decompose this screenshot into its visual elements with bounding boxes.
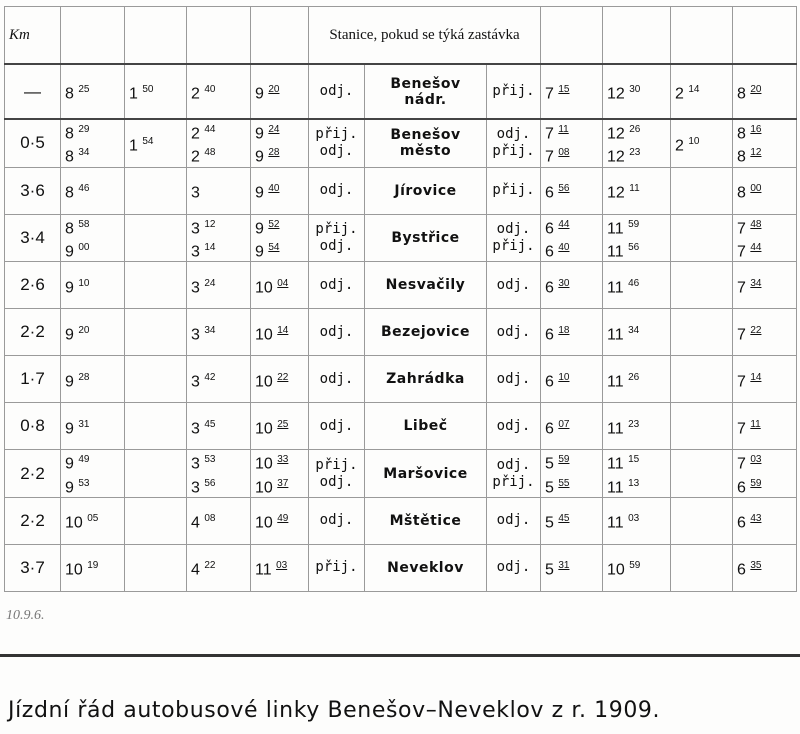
station-name: Benešov město xyxy=(365,119,487,167)
time-value: 11 $^{56}$ xyxy=(607,241,640,261)
time-value: 3 $^{56}$ xyxy=(191,477,216,496)
arrival-departure-right: odj. xyxy=(487,309,541,356)
time-cell xyxy=(733,214,797,262)
km-cell: 0·8 xyxy=(5,403,61,450)
station-name: Neveklov xyxy=(365,544,487,591)
arrival-departure-left: přij. odj. xyxy=(309,119,365,167)
time-cell xyxy=(541,544,603,591)
time-cell xyxy=(603,403,671,450)
station-name: Nesvačily xyxy=(365,262,487,309)
time-cell xyxy=(251,450,309,498)
time-value: 7 $^{03}$ xyxy=(737,454,762,473)
time-value: 9 $^{31}$ xyxy=(65,418,90,437)
caption: Jízdní řád autobusové linky Benešov–Neveklov z r. 1909. xyxy=(8,698,661,723)
time-cell xyxy=(671,356,733,403)
arrival-departure-left: přij. odj. xyxy=(309,450,365,498)
time-value: 11 $^{03}$ xyxy=(607,513,640,532)
km-cell: — xyxy=(5,64,61,119)
time-value: 10 $^{33}$ xyxy=(255,454,289,473)
station-name: Bezejovice xyxy=(365,309,487,356)
time-value: 7 $^{14}$ xyxy=(737,371,762,390)
time-value: 8 $^{34}$ xyxy=(65,147,90,166)
time-cell xyxy=(671,262,733,309)
time-cell xyxy=(125,356,187,403)
arrival-departure-left: odj. xyxy=(309,356,365,403)
divider-rule xyxy=(0,654,800,657)
time-value: 10 $^{19}$ xyxy=(65,560,99,579)
arrival-departure-right: odj. přij. xyxy=(487,450,541,498)
time-value: 6 $^{07}$ xyxy=(545,418,570,437)
time-value: 10 $^{37}$ xyxy=(255,477,289,496)
time-value: 9 $^{53}$ xyxy=(65,477,90,496)
station-name: Libeč xyxy=(365,403,487,450)
station-name: Maršovice xyxy=(365,450,487,498)
time-cell xyxy=(61,356,125,403)
time-value: 6 $^{56}$ xyxy=(545,182,570,202)
time-cell xyxy=(125,450,187,498)
time-value: 10 $^{25}$ xyxy=(255,418,289,437)
time-value: 11 $^{34}$ xyxy=(607,324,640,343)
time-value: 6 $^{10}$ xyxy=(545,371,570,390)
time-cell xyxy=(187,64,251,119)
station-name: Mštětice xyxy=(365,497,487,544)
time-value: 11 $^{46}$ xyxy=(607,277,640,296)
time-value: 1 $^{50}$ xyxy=(129,83,154,103)
time-cell xyxy=(671,403,733,450)
time-value: 7 $^{11}$ xyxy=(545,124,569,143)
timetable-row xyxy=(5,450,797,498)
time-value: 9 $^{20}$ xyxy=(65,324,90,343)
time-value: 8 $^{25}$ xyxy=(65,83,90,103)
time-cell xyxy=(541,214,603,262)
time-cell xyxy=(733,167,797,214)
timetable-row xyxy=(5,214,797,262)
time-value: 11 $^{23}$ xyxy=(607,418,640,437)
time-cell xyxy=(671,450,733,498)
time-cell xyxy=(187,497,251,544)
time-value: 6 $^{35}$ xyxy=(737,560,762,579)
time-cell xyxy=(125,119,187,167)
station-name: Jírovice xyxy=(365,167,487,214)
time-cell xyxy=(541,119,603,167)
time-value: 5 $^{31}$ xyxy=(545,560,570,579)
time-cell xyxy=(733,497,797,544)
time-value: 3 xyxy=(191,184,200,202)
time-cell xyxy=(603,497,671,544)
time-value: 3 $^{34}$ xyxy=(191,324,216,343)
time-cell xyxy=(251,262,309,309)
time-value: 6 $^{43}$ xyxy=(737,513,762,532)
arrival-departure-right: přij. xyxy=(487,167,541,214)
time-cell xyxy=(61,309,125,356)
time-value: 2 $^{44}$ xyxy=(191,124,216,143)
time-cell xyxy=(603,356,671,403)
time-cell xyxy=(61,450,125,498)
km-cell: 2·2 xyxy=(5,497,61,544)
time-value: 7 $^{44}$ xyxy=(737,241,762,261)
time-value: 9 $^{24}$ xyxy=(255,124,280,143)
time-value: 11 $^{26}$ xyxy=(607,371,640,390)
header-row xyxy=(5,7,797,65)
time-value: 11 $^{13}$ xyxy=(607,477,640,496)
time-value: 6 $^{44}$ xyxy=(545,218,570,237)
time-cell xyxy=(61,214,125,262)
time-cell xyxy=(541,309,603,356)
time-value: 3 $^{42}$ xyxy=(191,371,216,390)
time-value: 8 $^{12}$ xyxy=(737,147,762,166)
time-cell xyxy=(541,497,603,544)
time-cell xyxy=(541,167,603,214)
time-value: 7 $^{48}$ xyxy=(737,218,762,237)
time-cell xyxy=(187,403,251,450)
time-value: 3 $^{12}$ xyxy=(191,218,216,237)
arrival-departure-left: přij. xyxy=(309,544,365,591)
time-cell xyxy=(187,119,251,167)
time-cell xyxy=(251,544,309,591)
time-value: 5 $^{59}$ xyxy=(545,454,570,473)
time-cell xyxy=(603,119,671,167)
time-value: 10 $^{49}$ xyxy=(255,513,289,532)
km-cell: 1·7 xyxy=(5,356,61,403)
arrival-departure-left: odj. xyxy=(309,167,365,214)
time-value: 4 $^{22}$ xyxy=(191,560,216,579)
time-cell xyxy=(603,64,671,119)
arrival-departure-left: odj. xyxy=(309,309,365,356)
arrival-departure-right: přij. xyxy=(487,64,541,119)
time-value: 12 $^{11}$ xyxy=(607,182,640,202)
time-value: 7 $^{34}$ xyxy=(737,277,762,296)
time-cell xyxy=(125,544,187,591)
time-cell xyxy=(733,119,797,167)
time-value: 2 $^{14}$ xyxy=(675,83,700,103)
time-cell xyxy=(61,497,125,544)
time-value: 9 $^{28}$ xyxy=(255,147,280,166)
time-cell xyxy=(125,64,187,119)
time-cell xyxy=(733,356,797,403)
time-cell xyxy=(251,309,309,356)
km-cell: 2·2 xyxy=(5,450,61,498)
time-value: 10 $^{14}$ xyxy=(255,324,289,343)
time-cell xyxy=(541,262,603,309)
km-cell: 3·6 xyxy=(5,167,61,214)
time-cell xyxy=(671,309,733,356)
time-cell xyxy=(125,214,187,262)
time-cell xyxy=(125,403,187,450)
arrival-departure-left: odj. xyxy=(309,403,365,450)
time-value: 9 $^{00}$ xyxy=(65,241,90,261)
time-value: 3 $^{45}$ xyxy=(191,418,216,437)
time-cell xyxy=(251,119,309,167)
km-cell: 3·7 xyxy=(5,544,61,591)
time-value: 8 $^{20}$ xyxy=(737,83,762,103)
time-cell xyxy=(187,214,251,262)
time-cell xyxy=(603,544,671,591)
time-cell xyxy=(125,167,187,214)
time-cell xyxy=(733,403,797,450)
time-cell xyxy=(541,403,603,450)
time-cell xyxy=(733,450,797,498)
time-cell xyxy=(603,450,671,498)
handwritten-footnote: 10.9.6. xyxy=(6,608,45,623)
time-value: 12 $^{23}$ xyxy=(607,147,641,166)
time-cell xyxy=(671,167,733,214)
time-cell xyxy=(251,214,309,262)
time-cell xyxy=(251,64,309,119)
time-value: 6 $^{59}$ xyxy=(737,477,762,496)
time-value: 3 $^{53}$ xyxy=(191,454,216,473)
time-cell xyxy=(187,544,251,591)
timetable-row xyxy=(5,167,797,214)
arrival-departure-right: odj. xyxy=(487,356,541,403)
time-value: 6 $^{18}$ xyxy=(545,324,570,343)
time-value: 5 $^{55}$ xyxy=(545,477,570,496)
km-cell: 3·4 xyxy=(5,214,61,262)
header-km: Km xyxy=(5,7,61,65)
time-value: 9 $^{40}$ xyxy=(255,182,280,202)
time-value: 11 $^{59}$ xyxy=(607,218,640,237)
timetable-row xyxy=(5,403,797,450)
time-value: 3 $^{14}$ xyxy=(191,241,216,261)
time-cell xyxy=(125,262,187,309)
km-cell: 2·2 xyxy=(5,309,61,356)
time-value: 12 $^{30}$ xyxy=(607,83,641,103)
time-value: 8 $^{46}$ xyxy=(65,182,90,202)
time-value: 10 $^{04}$ xyxy=(255,277,289,296)
arrival-departure-right: odj. xyxy=(487,497,541,544)
timetable-row xyxy=(5,119,797,167)
time-cell xyxy=(251,497,309,544)
time-cell xyxy=(603,167,671,214)
km-cell: 0·5 xyxy=(5,119,61,167)
time-cell xyxy=(733,64,797,119)
time-cell xyxy=(603,262,671,309)
time-value: 5 $^{45}$ xyxy=(545,513,570,532)
time-cell xyxy=(541,356,603,403)
time-cell xyxy=(61,403,125,450)
time-cell xyxy=(733,262,797,309)
arrival-departure-right: odj. xyxy=(487,403,541,450)
time-cell xyxy=(187,309,251,356)
time-cell xyxy=(671,497,733,544)
time-value: 4 $^{08}$ xyxy=(191,513,216,532)
timetable-row xyxy=(5,497,797,544)
time-cell xyxy=(671,544,733,591)
timetable-row xyxy=(5,262,797,309)
time-cell xyxy=(61,119,125,167)
time-cell xyxy=(603,214,671,262)
time-value: 9 $^{28}$ xyxy=(65,371,90,390)
time-value: 6 $^{40}$ xyxy=(545,241,570,261)
time-cell xyxy=(61,64,125,119)
time-value: 10 $^{59}$ xyxy=(607,560,641,579)
arrival-departure-right: odj. xyxy=(487,262,541,309)
time-value: 9 $^{49}$ xyxy=(65,454,90,473)
arrival-departure-right: odj. přij. xyxy=(487,119,541,167)
time-value: 7 $^{22}$ xyxy=(737,324,762,343)
time-cell xyxy=(125,309,187,356)
arrival-departure-left: odj. xyxy=(309,64,365,119)
time-value: 8 $^{58}$ xyxy=(65,218,90,237)
time-value: 10 $^{05}$ xyxy=(65,513,99,532)
timetable-row xyxy=(5,356,797,403)
timetable-row xyxy=(5,544,797,591)
time-value: 11 $^{15}$ xyxy=(607,454,640,473)
time-cell xyxy=(733,309,797,356)
arrival-departure-right: odj. přij. xyxy=(487,214,541,262)
time-cell xyxy=(671,64,733,119)
timetable-row xyxy=(5,309,797,356)
time-cell xyxy=(61,167,125,214)
time-cell xyxy=(603,309,671,356)
station-name: Benešov nádr. xyxy=(365,64,487,119)
time-cell xyxy=(251,167,309,214)
time-value: 9 $^{20}$ xyxy=(255,83,280,103)
time-value: 2 $^{40}$ xyxy=(191,83,216,103)
time-value: 7 $^{15}$ xyxy=(545,83,570,103)
time-cell xyxy=(541,64,603,119)
arrival-departure-right: odj. xyxy=(487,544,541,591)
time-value: 8 $^{16}$ xyxy=(737,124,762,143)
km-cell: 2·6 xyxy=(5,262,61,309)
time-cell xyxy=(251,403,309,450)
timetable-row xyxy=(5,64,797,119)
time-cell xyxy=(61,262,125,309)
time-value: 8 $^{29}$ xyxy=(65,124,90,143)
time-value: 9 $^{52}$ xyxy=(255,218,280,237)
time-cell xyxy=(541,450,603,498)
time-cell xyxy=(61,544,125,591)
time-cell xyxy=(187,450,251,498)
arrival-departure-left: odj. xyxy=(309,497,365,544)
time-value: 2 $^{48}$ xyxy=(191,147,216,166)
time-cell xyxy=(187,167,251,214)
time-value: 9 $^{10}$ xyxy=(65,277,90,296)
time-value: 3 $^{24}$ xyxy=(191,277,216,296)
station-name: Zahrádka xyxy=(365,356,487,403)
time-cell xyxy=(125,497,187,544)
time-value: 9 $^{54}$ xyxy=(255,241,280,261)
time-value: 10 $^{22}$ xyxy=(255,371,289,390)
time-value: 1 $^{54}$ xyxy=(129,135,154,154)
time-value: 7 $^{08}$ xyxy=(545,147,570,166)
time-value: 11 $^{03}$ xyxy=(255,560,288,579)
time-value: 12 $^{26}$ xyxy=(607,124,641,143)
time-value: 7 $^{11}$ xyxy=(737,418,761,437)
time-cell xyxy=(671,119,733,167)
time-cell xyxy=(251,356,309,403)
time-value: 6 $^{30}$ xyxy=(545,277,570,296)
station-name: Bystřice xyxy=(365,214,487,262)
arrival-departure-left: přij. odj. xyxy=(309,214,365,262)
arrival-departure-left: odj. xyxy=(309,262,365,309)
time-cell xyxy=(187,262,251,309)
header-station: Stanice, pokud se týká zastávka xyxy=(309,7,541,65)
timetable xyxy=(4,6,797,592)
time-value: 2 $^{10}$ xyxy=(675,135,700,154)
time-value: 8 $^{00}$ xyxy=(737,182,762,202)
time-cell xyxy=(733,544,797,591)
time-cell xyxy=(187,356,251,403)
time-cell xyxy=(671,214,733,262)
